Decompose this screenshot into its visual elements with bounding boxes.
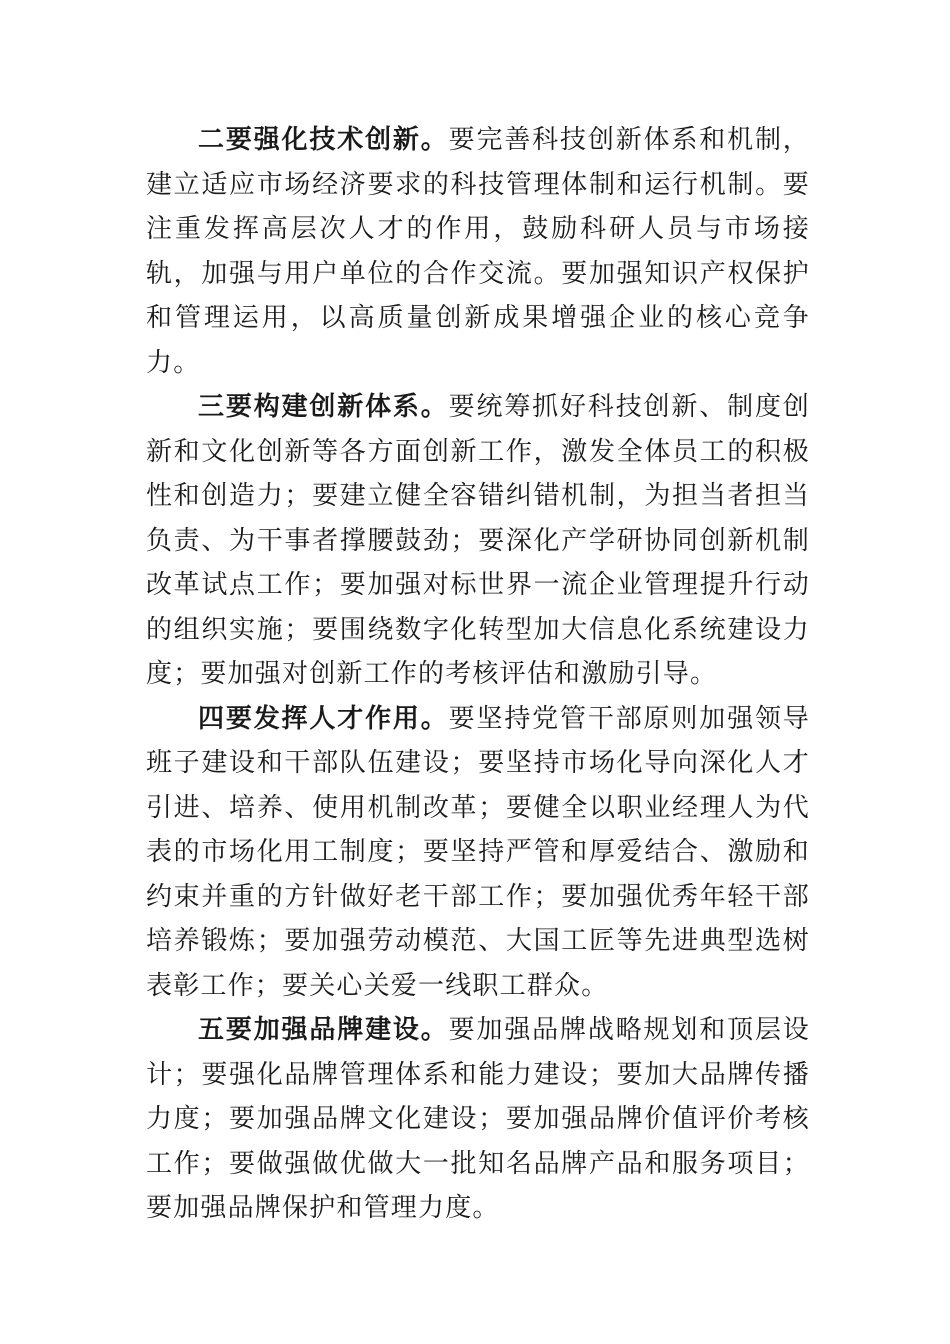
document-page bbox=[146, 118, 810, 1231]
paragraph-body: 要加强品牌战略规划和顶层设计；要强化品牌管理体系和能力建设；要加大品牌传播力度；要加强品牌文化建设；要加强品牌价值评价考核工作；要做强做优做大一批知名品牌产品和服务项目；要加强品牌保护和管理力度。 bbox=[146, 1015, 810, 1223]
paragraph-heading: 三要构建创新体系。 bbox=[198, 392, 449, 422]
paragraph-brand-building bbox=[146, 1008, 810, 1231]
paragraph-innovation-system bbox=[146, 385, 810, 697]
paragraph-heading: 二要强化技术创新。 bbox=[198, 125, 449, 155]
paragraph-body: 要坚持党管干部原则加强领导班子建设和干部队伍建设；要坚持市场化导向深化人才引进、培养、使用机制改革；要健全以职业经理人为代表的市场化用工制度；要坚持严管和厚爱结合、激励和约束并重的方针做好老干部工作；要加强优秀年轻干部培养锻炼；要加强劳动模范、大国工匠等先进典型选树表彰工作；要关心关爱一线职工群众。 bbox=[146, 703, 810, 1001]
paragraph-body: 要统筹抓好科技创新、制度创新和文化创新等各方面创新工作，激发全体员工的积极性和创造力；要建立健全容错纠错机制，为担当者担当负责、为干事者撑腰鼓劲；要深化产学研协同创新机制改革试点工作；要加强对标世界一流企业管理提升行动的组织实施；要围绕数字化转型加大信息化系统建设力度；要加强对创新工作的考核评估和激励引导。 bbox=[146, 392, 810, 689]
paragraph-heading: 五要加强品牌建设。 bbox=[198, 1015, 449, 1045]
paragraph-technical-innovation bbox=[146, 118, 810, 385]
paragraph-body: 要完善科技创新体系和机制，建立适应市场经济要求的科技管理体制和运行机制。要注重发挥高层次人才的作用，鼓励科研人员与市场接轨，加强与用户单位的合作交流。要加强知识产权保护和管理运用，以高质量创新成果增强企业的核心竞争力。 bbox=[146, 125, 810, 378]
paragraph-heading: 四要发挥人才作用。 bbox=[198, 703, 449, 734]
paragraph-talent-role bbox=[146, 697, 810, 1009]
